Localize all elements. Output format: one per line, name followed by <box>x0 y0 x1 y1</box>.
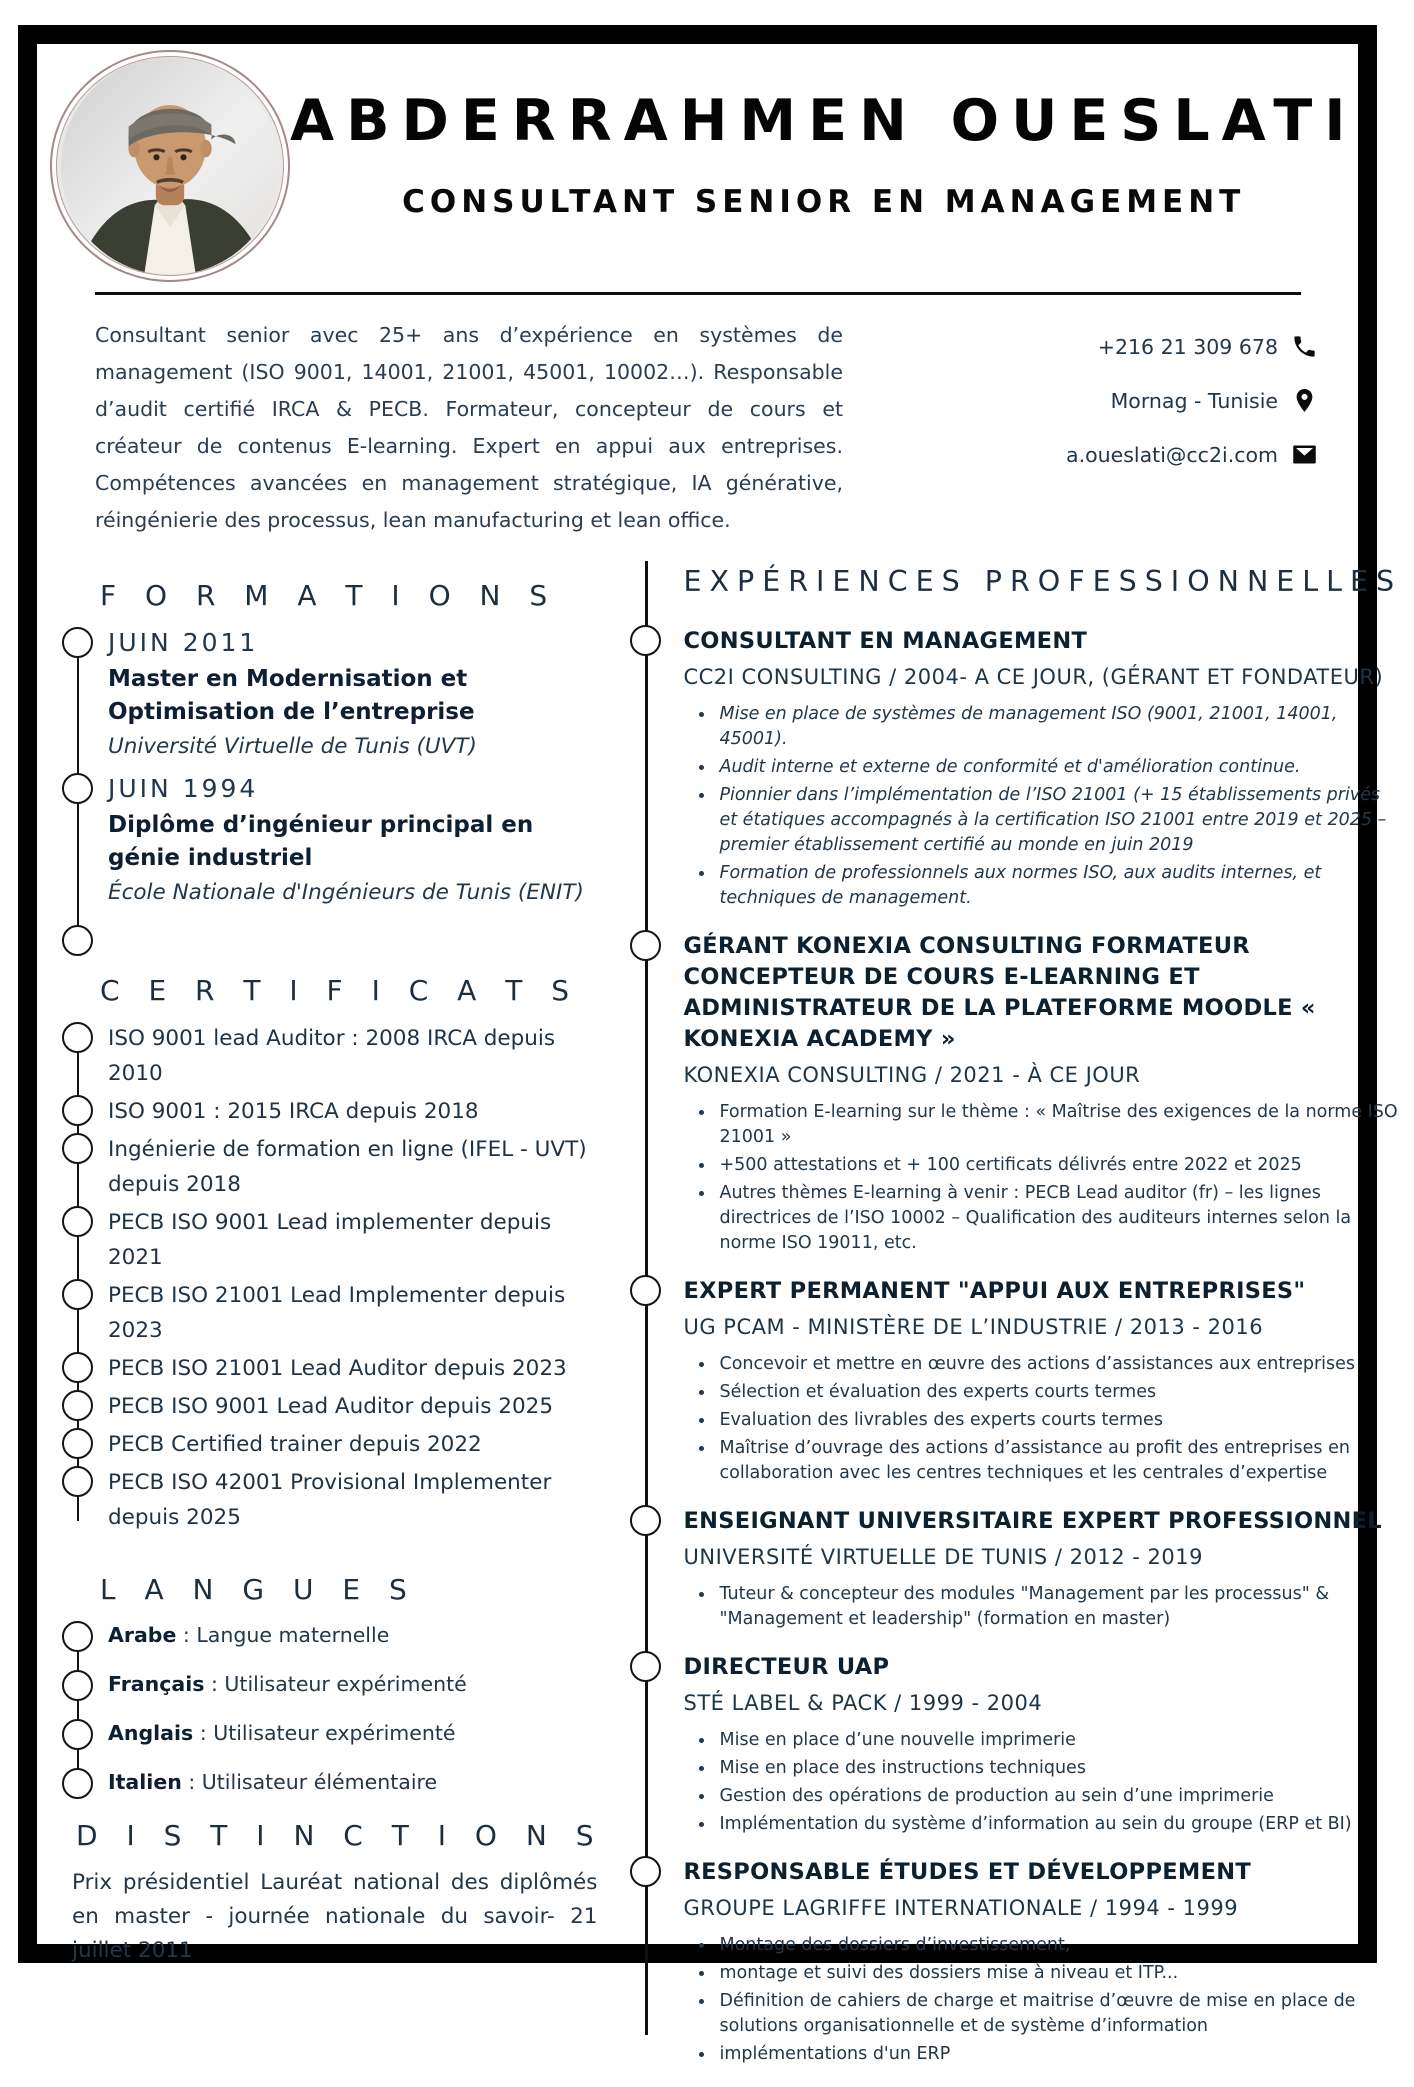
contact-email <box>1066 441 1318 468</box>
person-title: CONSULTANT SENIOR EN MANAGEMENT <box>402 184 1246 220</box>
experience-bullet: +500 attestations et + 100 certificats délivrés entre 2022 et 2025 <box>697 1153 1402 1178</box>
right-column <box>645 553 1402 2087</box>
certificats-title: C E R T I F I C A T S <box>100 974 580 1007</box>
langue-level: Utilisateur expérimenté <box>213 1721 456 1745</box>
formation-date: JUIN 1994 <box>108 774 259 803</box>
experience-bullet: Concevoir et mettre en œuvre des actions d’assistances aux entreprises <box>697 1352 1402 1377</box>
certificat-item: ISO 9001 lead Auditor : 2008 IRCA depuis 2010 <box>108 1021 603 1091</box>
portrait-illustration <box>57 57 283 275</box>
experience-job-title: GÉRANT KONEXIA CONSULTING FORMATEUR CONCEPTEUR DE COURS E-LEARNING ET ADMINISTRATEUR DE LA PLATEFORME MOODLE « KONEXIA ACADEMY » <box>683 933 1316 1052</box>
main-columns <box>37 539 1403 2087</box>
experience-job-title: RESPONSABLE ÉTUDES ET DÉVELOPPEMENT <box>683 1859 1252 1885</box>
experience-bullets <box>683 1352 1402 1486</box>
certificat-item: PECB ISO 9001 Lead implementer depuis 2021 <box>108 1205 603 1275</box>
langue-label: Anglais <box>108 1721 194 1745</box>
experience-company: UNIVERSITÉ VIRTUELLE DE TUNIS / 2012 - 2019 <box>683 1545 1203 1569</box>
experience-company: UG PCAM - MINISTÈRE DE L’INDUSTRIE / 2013 - 2016 <box>683 1315 1264 1339</box>
map-pin-icon <box>1291 387 1318 414</box>
langue-item <box>108 1767 603 1797</box>
intro-section <box>37 295 1358 539</box>
experience-item <box>683 931 1402 1256</box>
certificat-item: PECB ISO 42001 Provisional Implementer depuis 2025 <box>108 1465 603 1535</box>
experience-company: CC2I CONSULTING / 2004- A CE JOUR, (GÉRANT ET FONDATEUR) <box>683 665 1384 689</box>
location-text: Mornag - Tunisie <box>1110 388 1278 413</box>
experience-bullet: Tuteur & concepteur des modules "Management par les processus" & "Management et leadership" (formation en master) <box>697 1582 1402 1632</box>
experience-bullets <box>683 1728 1402 1837</box>
experience-job-title: DIRECTEUR UAP <box>683 1654 890 1680</box>
cv-page <box>18 25 1403 2064</box>
langue-item <box>108 1669 603 1699</box>
distinction-text: Prix présidentiel Lauréat national des diplômés en master - journée nationale du savoir- 21 juillet 2011 <box>72 1870 598 1963</box>
experience-job-title: CONSULTANT EN MANAGEMENT <box>683 628 1088 654</box>
experience-bullet: Gestion des opérations de production au sein d’une imprimerie <box>697 1784 1402 1809</box>
formations-title: F O R M A T I O N S <box>100 579 558 612</box>
contact-phone <box>1098 333 1318 360</box>
experience-bullets <box>683 1100 1402 1256</box>
langue-level: Langue maternelle <box>196 1623 390 1647</box>
contact-location <box>1111 387 1318 414</box>
experiences-list <box>683 626 1402 2067</box>
experience-bullet: Formation E-learning sur le thème : « Maîtrise des exigences de la norme ISO 21001 » <box>697 1100 1402 1150</box>
langues-list <box>62 1620 603 1797</box>
formations-list <box>62 626 603 948</box>
envelope-icon <box>1291 441 1318 468</box>
header <box>37 44 1358 282</box>
langue-label: Arabe <box>108 1623 177 1647</box>
profile-photo <box>50 50 290 282</box>
langue-level: Utilisateur élémentaire <box>201 1770 438 1794</box>
profile-summary: Consultant senior avec 25+ ans d’expérience en systèmes de management (ISO 9001, 14001, 21001, 45001, 10002…). Responsable d’audit certifié IRCA & PECB. Formateur, concepteur de cours et créateur de contenus E-learning. Expert en appui aux entreprises. Compétences avancées en management stratégique, IA générative, réingénierie des processus, lean manufacturing et lean office. <box>95 323 843 532</box>
experiences-title: EXPÉRIENCES PROFESSIONNELLES <box>683 565 1403 598</box>
experience-company: KONEXIA CONSULTING / 2021 - À CE JOUR <box>683 1063 1141 1087</box>
formation-school: Université Virtuelle de Tunis (UVT) <box>108 734 477 759</box>
certificats-list <box>62 1021 603 1535</box>
experience-bullets <box>683 1933 1402 2067</box>
formation-school: École Nationale d'Ingénieurs de Tunis (ENIT) <box>108 880 584 905</box>
experience-bullet: montage et suivi des dossiers mise à niveau et ITP... <box>697 1961 1402 1986</box>
formation-item <box>108 772 603 908</box>
experience-bullet: implémentations d'un ERP <box>697 2042 1402 2067</box>
experience-bullet: Mise en place d’une nouvelle imprimerie <box>697 1728 1402 1753</box>
experience-bullets <box>683 702 1402 911</box>
experience-bullet: Définition de cahiers de charge et maitrise d’œuvre de mise en place de solutions organisationnelle et de système d’information <box>697 1989 1402 2039</box>
langue-level: Utilisateur expérimenté <box>224 1672 467 1696</box>
experience-job-title: ENSEIGNANT UNIVERSITAIRE EXPERT PROFESSIONNEL <box>683 1508 1382 1534</box>
email-text: a.oueslati@cc2i.com <box>1066 442 1278 467</box>
certificat-item: ISO 9001 : 2015 IRCA depuis 2018 <box>108 1094 603 1129</box>
certificat-item: PECB ISO 21001 Lead Auditor depuis 2023 <box>108 1351 603 1386</box>
experience-bullet: Maîtrise d’ouvrage des actions d’assistance au profit des entreprises en collaboration avec les centres techniques et les centrales d’expertise <box>697 1436 1402 1486</box>
formation-degree: Diplôme d’ingénieur principal en génie industriel <box>108 812 534 871</box>
langues-title: L A N G U E S <box>100 1573 417 1606</box>
experience-item <box>683 1652 1402 1837</box>
langue-separator: : <box>176 1623 197 1647</box>
experience-bullet: Pionnier dans l’implémentation de l’ISO 21001 (+ 15 établissements privés et étatiques accompagnés à la certification ISO 21001 entre 2019 et 2025 – premier établissement certifié au monde en juin 2019 <box>697 783 1402 858</box>
langue-separator: : <box>204 1672 225 1696</box>
experience-bullet: Montage des dossiers d’investissement, <box>697 1933 1402 1958</box>
langue-separator: : <box>181 1770 202 1794</box>
experience-bullet: Audit interne et externe de conformité et d'amélioration continue. <box>697 755 1402 780</box>
header-text <box>290 50 1357 220</box>
experience-job-title: EXPERT PERMANENT "APPUI AUX ENTREPRISES" <box>683 1278 1306 1304</box>
experience-bullet: Evaluation des livrables des experts courts termes <box>697 1408 1402 1433</box>
langue-item <box>108 1718 603 1748</box>
experience-bullets <box>683 1582 1402 1632</box>
experience-item <box>683 1857 1402 2067</box>
experience-bullet: Formation de professionnels aux normes ISO, aux audits internes, et techniques de management. <box>697 861 1402 911</box>
formation-date: JUIN 2011 <box>108 628 259 657</box>
experience-item <box>683 626 1402 911</box>
experience-company: STÉ LABEL & PACK / 1999 - 2004 <box>683 1691 1043 1715</box>
experience-item <box>683 1506 1402 1632</box>
langue-label: Italien <box>108 1770 182 1794</box>
formation-degree: Master en Modernisation et Optimisation de l’entreprise <box>108 666 475 725</box>
profile-photo-image <box>56 56 284 276</box>
langue-separator: : <box>193 1721 214 1745</box>
person-name: ABDERRAHMEN OUESLATI <box>290 88 1358 154</box>
experience-bullet: Implémentation du système d’information au sein du groupe (ERP et BI) <box>697 1812 1402 1837</box>
langue-label: Français <box>108 1672 205 1696</box>
phone-icon <box>1291 333 1318 360</box>
langue-item <box>108 1620 603 1650</box>
certificat-item: PECB Certified trainer depuis 2022 <box>108 1427 603 1462</box>
contact-info <box>843 317 1318 539</box>
experience-company: GROUPE LAGRIFFE INTERNATIONALE / 1994 - 1999 <box>683 1896 1239 1920</box>
experience-bullet: Mise en place de systèmes de management ISO (9001, 21001, 14001, 45001). <box>697 702 1402 752</box>
experience-bullet: Mise en place des instructions techniques <box>697 1756 1402 1781</box>
left-column <box>62 553 603 2087</box>
certificat-item: PECB ISO 21001 Lead Implementer depuis 2023 <box>108 1278 603 1348</box>
certificat-item: Ingénierie de formation en ligne (IFEL - UVT) depuis 2018 <box>108 1132 603 1202</box>
experience-bullet: Sélection et évaluation des experts courts termes <box>697 1380 1402 1405</box>
certificat-item: PECB ISO 9001 Lead Auditor depuis 2025 <box>108 1389 603 1424</box>
formation-item <box>108 626 603 762</box>
experience-bullet: Autres thèmes E-learning à venir : PECB Lead auditor (fr) – les lignes directrices de l’ISO 10002 – Qualification des auditeurs internes selon la norme ISO 19011, etc. <box>697 1181 1402 1256</box>
phone-number: +216 21 309 678 <box>1097 334 1278 359</box>
distinctions-title: D I S T I N C T I O N S <box>76 1819 604 1852</box>
experience-item <box>683 1276 1402 1486</box>
